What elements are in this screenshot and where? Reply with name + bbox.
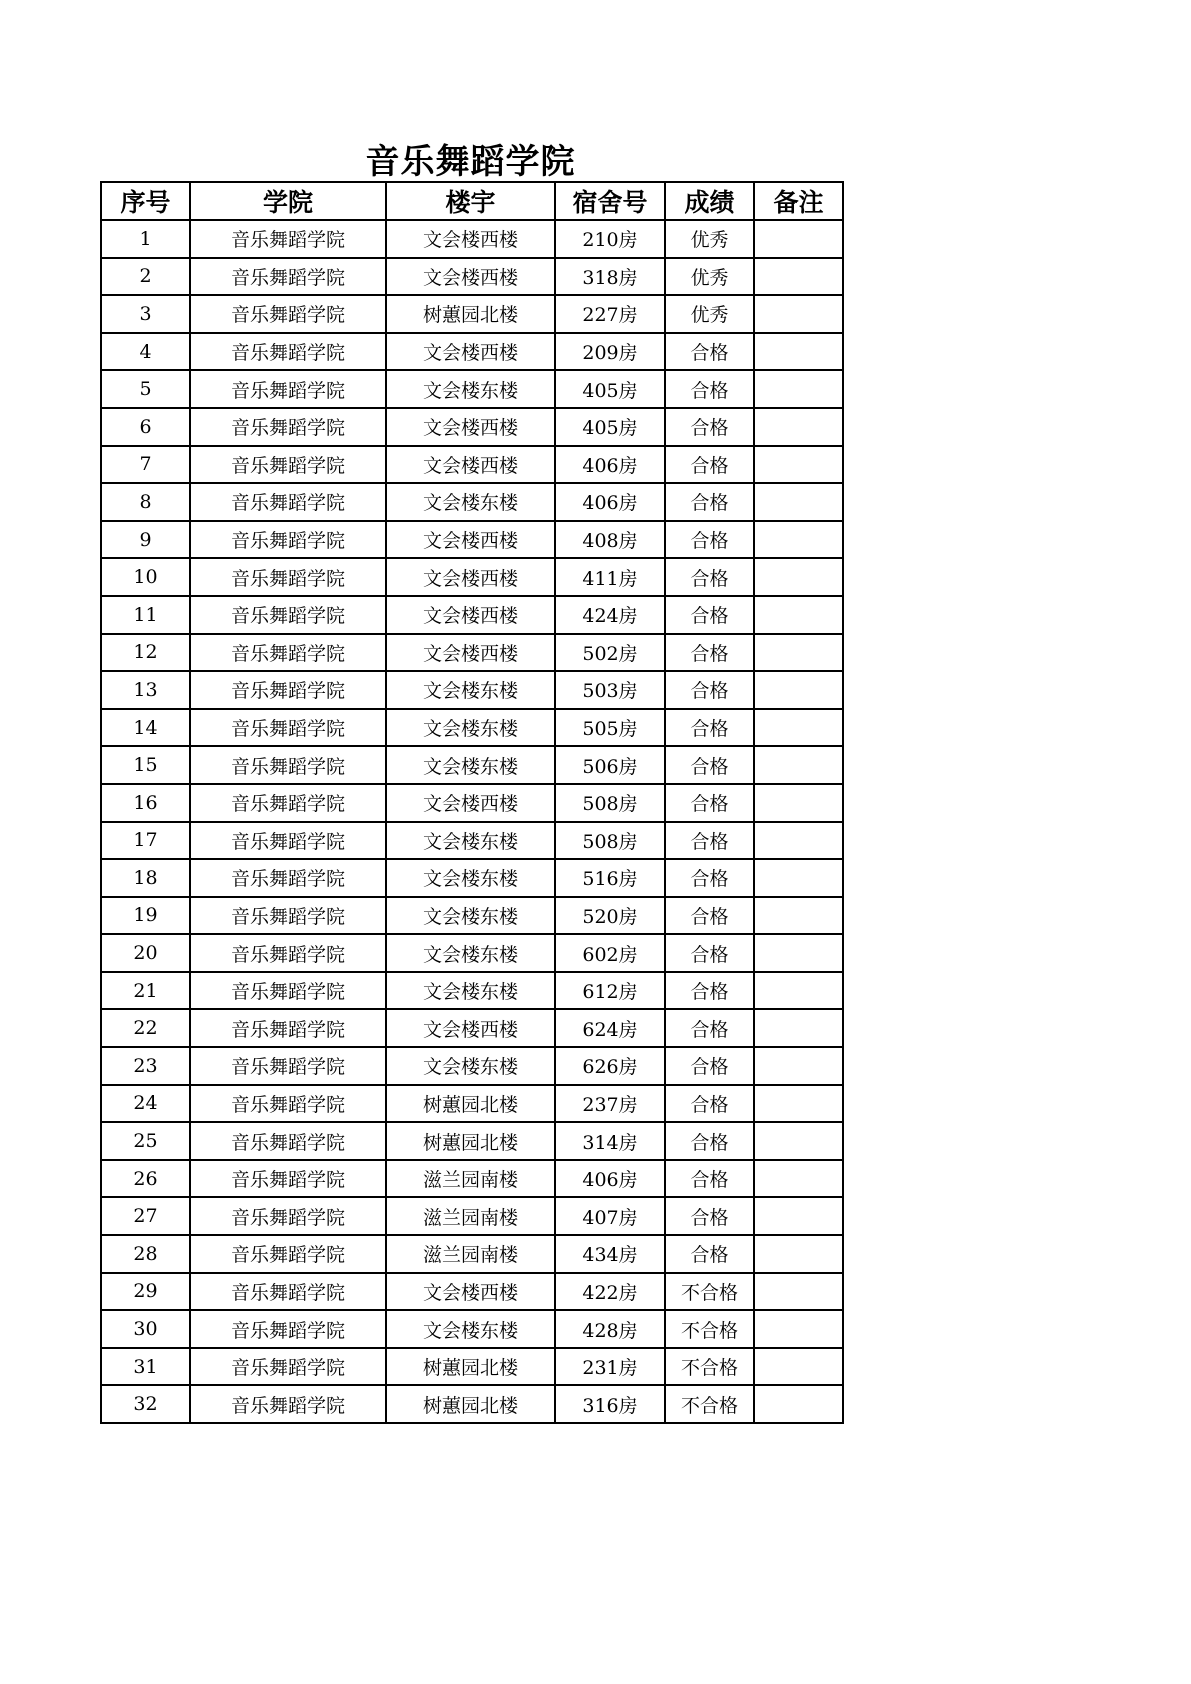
score-cell: 合格	[665, 934, 754, 972]
score-cell: 合格	[665, 333, 754, 371]
college-cell: 音乐舞蹈学院	[190, 1085, 386, 1123]
building-cell: 文会楼东楼	[386, 822, 555, 860]
college-cell: 音乐舞蹈学院	[190, 1047, 386, 1085]
remarks-cell	[754, 1085, 843, 1123]
table-row	[101, 220, 843, 258]
score-cell: 合格	[665, 558, 754, 596]
room-cell: 411房	[555, 558, 665, 596]
college-cell: 音乐舞蹈学院	[190, 333, 386, 371]
college-cell: 音乐舞蹈学院	[190, 671, 386, 709]
score-cell: 合格	[665, 1085, 754, 1123]
building-cell: 滋兰园南楼	[386, 1197, 555, 1235]
remarks-cell	[754, 746, 843, 784]
table-row	[101, 1310, 843, 1348]
building-cell: 滋兰园南楼	[386, 1235, 555, 1273]
room-cell: 227房	[555, 295, 665, 333]
room-cell: 405房	[555, 370, 665, 408]
remarks-cell	[754, 1160, 843, 1198]
score-cell: 合格	[665, 822, 754, 860]
remarks-cell	[754, 1047, 843, 1085]
room-cell: 612房	[555, 972, 665, 1010]
room-cell: 316房	[555, 1385, 665, 1423]
table-row	[101, 408, 843, 446]
header-cell-building: 楼宇	[386, 182, 555, 220]
room-cell: 624房	[555, 1009, 665, 1047]
room-cell: 508房	[555, 822, 665, 860]
college-cell: 音乐舞蹈学院	[190, 370, 386, 408]
remarks-cell	[754, 558, 843, 596]
table-row	[101, 558, 843, 596]
score-cell: 优秀	[665, 258, 754, 296]
table-row	[101, 1047, 843, 1085]
room-cell: 508房	[555, 784, 665, 822]
building-cell: 文会楼西楼	[386, 634, 555, 672]
score-cell: 不合格	[665, 1385, 754, 1423]
table-row	[101, 784, 843, 822]
college-cell: 音乐舞蹈学院	[190, 1385, 386, 1423]
index-cell: 25	[101, 1122, 190, 1160]
score-cell: 合格	[665, 709, 754, 747]
room-cell: 422房	[555, 1273, 665, 1311]
header-row	[101, 182, 843, 220]
college-cell: 音乐舞蹈学院	[190, 446, 386, 484]
score-cell: 合格	[665, 1122, 754, 1160]
index-cell: 7	[101, 446, 190, 484]
score-cell: 合格	[665, 859, 754, 897]
building-cell: 文会楼东楼	[386, 1047, 555, 1085]
remarks-cell	[754, 446, 843, 484]
score-cell: 合格	[665, 1009, 754, 1047]
score-cell: 合格	[665, 521, 754, 559]
table-row	[101, 1348, 843, 1386]
table-row	[101, 746, 843, 784]
room-cell: 516房	[555, 859, 665, 897]
index-cell: 9	[101, 521, 190, 559]
score-cell: 合格	[665, 972, 754, 1010]
remarks-cell	[754, 483, 843, 521]
college-cell: 音乐舞蹈学院	[190, 972, 386, 1010]
building-cell: 树蕙园北楼	[386, 1122, 555, 1160]
building-cell: 文会楼东楼	[386, 972, 555, 1010]
room-cell: 520房	[555, 897, 665, 935]
table-row	[101, 1235, 843, 1273]
header-cell-remarks: 备注	[754, 182, 843, 220]
remarks-cell	[754, 596, 843, 634]
index-cell: 1	[101, 220, 190, 258]
index-cell: 18	[101, 859, 190, 897]
building-cell: 文会楼西楼	[386, 1273, 555, 1311]
table-row	[101, 822, 843, 860]
room-cell: 237房	[555, 1085, 665, 1123]
header-cell-room: 宿舍号	[555, 182, 665, 220]
index-cell: 2	[101, 258, 190, 296]
remarks-cell	[754, 1385, 843, 1423]
room-cell: 408房	[555, 521, 665, 559]
building-cell: 文会楼西楼	[386, 596, 555, 634]
table-row	[101, 934, 843, 972]
score-cell: 合格	[665, 1235, 754, 1273]
remarks-cell	[754, 1348, 843, 1386]
header-cell-score: 成绩	[665, 182, 754, 220]
room-cell: 406房	[555, 446, 665, 484]
room-cell: 503房	[555, 671, 665, 709]
room-cell: 318房	[555, 258, 665, 296]
college-cell: 音乐舞蹈学院	[190, 220, 386, 258]
remarks-cell	[754, 859, 843, 897]
score-cell: 合格	[665, 634, 754, 672]
remarks-cell	[754, 822, 843, 860]
college-cell: 音乐舞蹈学院	[190, 521, 386, 559]
index-cell: 22	[101, 1009, 190, 1047]
college-cell: 音乐舞蹈学院	[190, 483, 386, 521]
building-cell: 树蕙园北楼	[386, 1385, 555, 1423]
score-cell: 合格	[665, 370, 754, 408]
index-cell: 29	[101, 1273, 190, 1311]
remarks-cell	[754, 671, 843, 709]
table-row	[101, 596, 843, 634]
remarks-cell	[754, 1197, 843, 1235]
index-cell: 27	[101, 1197, 190, 1235]
college-cell: 音乐舞蹈学院	[190, 1348, 386, 1386]
remarks-cell	[754, 934, 843, 972]
building-cell: 文会楼东楼	[386, 671, 555, 709]
table-row	[101, 1122, 843, 1160]
score-cell: 不合格	[665, 1348, 754, 1386]
remarks-cell	[754, 333, 843, 371]
table-row	[101, 370, 843, 408]
building-cell: 树蕙园北楼	[386, 1085, 555, 1123]
room-cell: 626房	[555, 1047, 665, 1085]
index-cell: 28	[101, 1235, 190, 1273]
index-cell: 32	[101, 1385, 190, 1423]
table-row	[101, 634, 843, 672]
room-cell: 209房	[555, 333, 665, 371]
building-cell: 树蕙园北楼	[386, 1348, 555, 1386]
score-cell: 合格	[665, 784, 754, 822]
room-cell: 424房	[555, 596, 665, 634]
building-cell: 文会楼东楼	[386, 897, 555, 935]
index-cell: 17	[101, 822, 190, 860]
table-row	[101, 333, 843, 371]
remarks-cell	[754, 972, 843, 1010]
room-cell: 407房	[555, 1197, 665, 1235]
remarks-cell	[754, 897, 843, 935]
college-cell: 音乐舞蹈学院	[190, 634, 386, 672]
index-cell: 14	[101, 709, 190, 747]
building-cell: 树蕙园北楼	[386, 295, 555, 333]
table-row	[101, 258, 843, 296]
index-cell: 24	[101, 1085, 190, 1123]
building-cell: 文会楼西楼	[386, 784, 555, 822]
building-cell: 文会楼西楼	[386, 220, 555, 258]
building-cell: 文会楼东楼	[386, 370, 555, 408]
college-cell: 音乐舞蹈学院	[190, 746, 386, 784]
table-row	[101, 972, 843, 1010]
room-cell: 505房	[555, 709, 665, 747]
room-cell: 405房	[555, 408, 665, 446]
building-cell: 滋兰园南楼	[386, 1160, 555, 1198]
dormitory-score-table	[100, 181, 844, 1424]
remarks-cell	[754, 521, 843, 559]
score-cell: 不合格	[665, 1273, 754, 1311]
room-cell: 602房	[555, 934, 665, 972]
college-cell: 音乐舞蹈学院	[190, 558, 386, 596]
table-row	[101, 1160, 843, 1198]
room-cell: 210房	[555, 220, 665, 258]
remarks-cell	[754, 784, 843, 822]
building-cell: 文会楼西楼	[386, 408, 555, 446]
remarks-cell	[754, 370, 843, 408]
index-cell: 4	[101, 333, 190, 371]
score-cell: 合格	[665, 1047, 754, 1085]
page-title: 音乐舞蹈学院	[365, 142, 576, 182]
score-cell: 合格	[665, 446, 754, 484]
college-cell: 音乐舞蹈学院	[190, 258, 386, 296]
score-cell: 优秀	[665, 220, 754, 258]
index-cell: 3	[101, 295, 190, 333]
index-cell: 12	[101, 634, 190, 672]
remarks-cell	[754, 1122, 843, 1160]
college-cell: 音乐舞蹈学院	[190, 1197, 386, 1235]
college-cell: 音乐舞蹈学院	[190, 1160, 386, 1198]
index-cell: 26	[101, 1160, 190, 1198]
college-cell: 音乐舞蹈学院	[190, 1235, 386, 1273]
room-cell: 231房	[555, 1348, 665, 1386]
index-cell: 16	[101, 784, 190, 822]
table-row	[101, 897, 843, 935]
table-row	[101, 1009, 843, 1047]
table-row	[101, 709, 843, 747]
college-cell: 音乐舞蹈学院	[190, 596, 386, 634]
room-cell: 502房	[555, 634, 665, 672]
college-cell: 音乐舞蹈学院	[190, 934, 386, 972]
building-cell: 文会楼西楼	[386, 558, 555, 596]
table-row	[101, 521, 843, 559]
college-cell: 音乐舞蹈学院	[190, 408, 386, 446]
building-cell: 文会楼西楼	[386, 446, 555, 484]
remarks-cell	[754, 408, 843, 446]
index-cell: 31	[101, 1348, 190, 1386]
building-cell: 文会楼西楼	[386, 1009, 555, 1047]
table-row	[101, 859, 843, 897]
index-cell: 23	[101, 1047, 190, 1085]
score-cell: 合格	[665, 746, 754, 784]
score-cell: 合格	[665, 671, 754, 709]
score-cell: 优秀	[665, 295, 754, 333]
building-cell: 文会楼西楼	[386, 258, 555, 296]
college-cell: 音乐舞蹈学院	[190, 822, 386, 860]
building-cell: 文会楼东楼	[386, 709, 555, 747]
building-cell: 文会楼东楼	[386, 859, 555, 897]
room-cell: 428房	[555, 1310, 665, 1348]
table-row	[101, 446, 843, 484]
remarks-cell	[754, 634, 843, 672]
score-cell: 合格	[665, 408, 754, 446]
index-cell: 30	[101, 1310, 190, 1348]
college-cell: 音乐舞蹈学院	[190, 859, 386, 897]
index-cell: 5	[101, 370, 190, 408]
building-cell: 文会楼东楼	[386, 746, 555, 784]
index-cell: 8	[101, 483, 190, 521]
college-cell: 音乐舞蹈学院	[190, 1310, 386, 1348]
table-row	[101, 483, 843, 521]
room-cell: 314房	[555, 1122, 665, 1160]
score-cell: 不合格	[665, 1310, 754, 1348]
building-cell: 文会楼西楼	[386, 333, 555, 371]
index-cell: 11	[101, 596, 190, 634]
index-cell: 21	[101, 972, 190, 1010]
index-cell: 13	[101, 671, 190, 709]
building-cell: 文会楼东楼	[386, 483, 555, 521]
score-cell: 合格	[665, 1160, 754, 1198]
table-row	[101, 1197, 843, 1235]
score-cell: 合格	[665, 596, 754, 634]
header-cell-college: 学院	[190, 182, 386, 220]
table-body	[101, 220, 843, 1423]
score-cell: 合格	[665, 483, 754, 521]
building-cell: 文会楼东楼	[386, 934, 555, 972]
remarks-cell	[754, 1009, 843, 1047]
remarks-cell	[754, 258, 843, 296]
index-cell: 19	[101, 897, 190, 935]
remarks-cell	[754, 295, 843, 333]
index-cell: 10	[101, 558, 190, 596]
remarks-cell	[754, 1310, 843, 1348]
building-cell: 文会楼西楼	[386, 521, 555, 559]
score-cell: 合格	[665, 897, 754, 935]
room-cell: 434房	[555, 1235, 665, 1273]
remarks-cell	[754, 709, 843, 747]
college-cell: 音乐舞蹈学院	[190, 295, 386, 333]
table-row	[101, 1385, 843, 1423]
room-cell: 406房	[555, 1160, 665, 1198]
college-cell: 音乐舞蹈学院	[190, 784, 386, 822]
college-cell: 音乐舞蹈学院	[190, 709, 386, 747]
table-row	[101, 1085, 843, 1123]
header-cell-index: 序号	[101, 182, 190, 220]
score-cell: 合格	[665, 1197, 754, 1235]
college-cell: 音乐舞蹈学院	[190, 897, 386, 935]
college-cell: 音乐舞蹈学院	[190, 1009, 386, 1047]
building-cell: 文会楼东楼	[386, 1310, 555, 1348]
room-cell: 406房	[555, 483, 665, 521]
remarks-cell	[754, 1235, 843, 1273]
table-row	[101, 671, 843, 709]
table-row	[101, 295, 843, 333]
remarks-cell	[754, 1273, 843, 1311]
index-cell: 6	[101, 408, 190, 446]
college-cell: 音乐舞蹈学院	[190, 1273, 386, 1311]
index-cell: 15	[101, 746, 190, 784]
college-cell: 音乐舞蹈学院	[190, 1122, 386, 1160]
index-cell: 20	[101, 934, 190, 972]
room-cell: 506房	[555, 746, 665, 784]
table-row	[101, 1273, 843, 1311]
remarks-cell	[754, 220, 843, 258]
